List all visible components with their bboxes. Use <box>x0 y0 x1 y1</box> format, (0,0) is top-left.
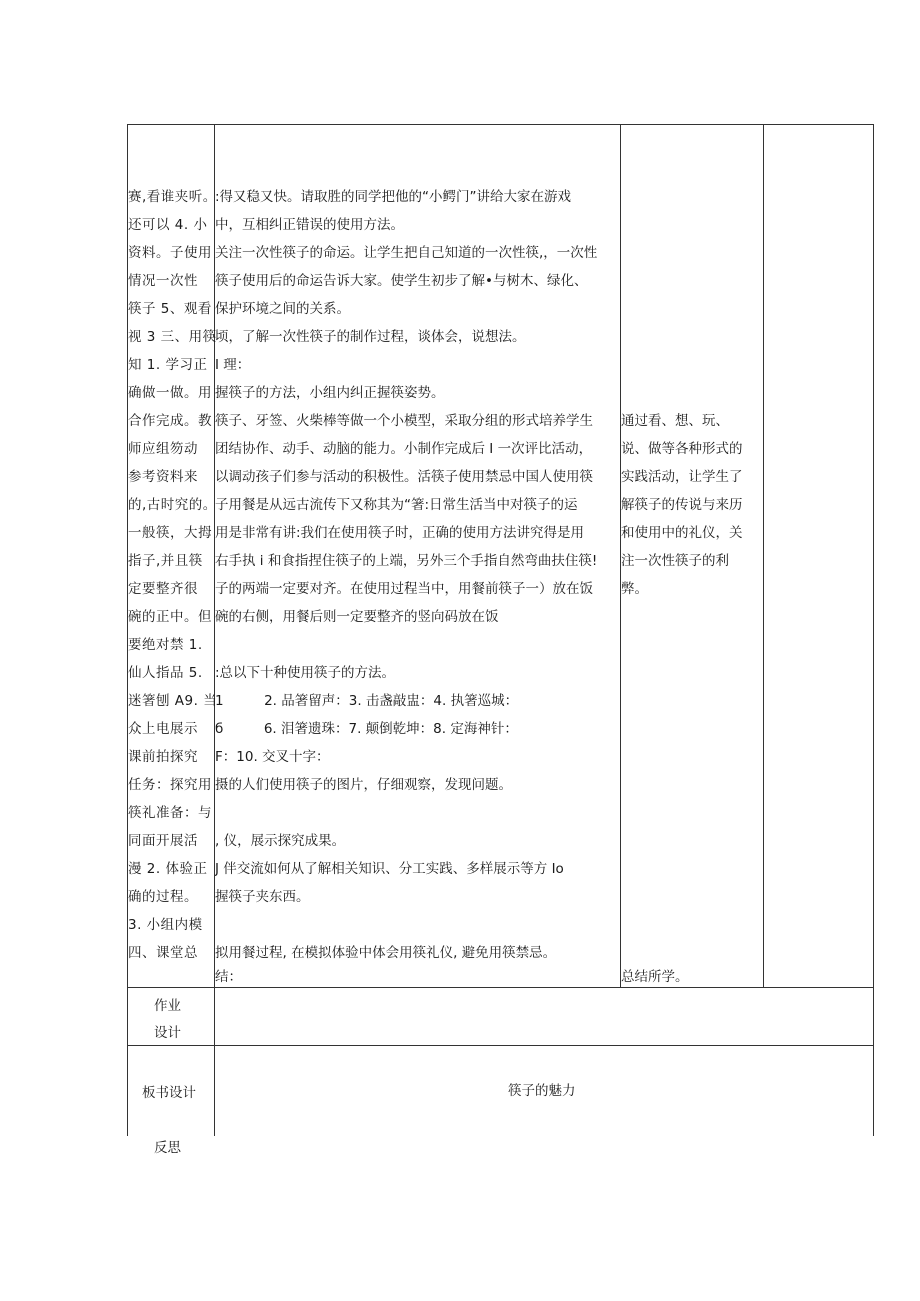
content-line: I 理： <box>215 357 251 373</box>
steps-line: 指子,并且筷 <box>128 553 203 569</box>
steps-line: 课前拍探究 <box>128 749 198 765</box>
steps-line: 还可以 4. 小 <box>128 217 208 233</box>
content-line: , 仪，展示探究成果。 <box>215 833 346 849</box>
homework-label-line2: 设计 <box>154 1025 181 1041</box>
content-line: 摄的人们使用筷子的图片，仔细观察，发现问题。 <box>215 777 512 793</box>
steps-line: 漫 2. 体验正 <box>128 861 208 877</box>
content-line: 碗的右侧，用餐后则一定要整齐的竖向码放在饭 <box>215 609 499 625</box>
steps-line: 赛,看谁夹听。 <box>128 189 217 205</box>
table-top-border <box>127 124 874 125</box>
content-line: 关注一次性筷子的命运。让学生把自己知道的一次性筷,，一次性 <box>215 245 598 261</box>
steps-line: 任务：探究用 <box>128 777 212 793</box>
steps-line: 确做一做。用 <box>128 385 212 401</box>
steps-line: 四、课堂总 <box>128 945 198 961</box>
content-line: :总以下十种使用筷子的方法。 <box>215 665 396 681</box>
steps-line: 同面开展活 <box>128 833 198 849</box>
content-line: 握筷子的方法，小组内纠正握筷姿势。 <box>215 385 445 401</box>
steps-line: 3. 小组内模 <box>128 917 203 933</box>
steps-line: 情况一次性 <box>128 273 198 289</box>
content-line <box>215 632 621 658</box>
steps-line: 一般筷，大拇 <box>128 525 212 541</box>
content-line: 顷，了解一次性筷子的制作过程，谈体会，说想法。 <box>215 329 526 345</box>
steps-line: 要绝对禁 1. <box>128 637 203 653</box>
reflection-label: 反思 <box>154 1140 181 1156</box>
content-line: 以调动孩子们参与活动的积极性。活筷子使用禁忌中国人使用筷 <box>215 469 593 485</box>
intent-line: 实践活动，让学生了 <box>621 469 743 485</box>
steps-line: 筷子 5、观看 <box>128 301 212 317</box>
steps-line: 视 3 三、用筷 <box>128 329 217 345</box>
steps-line: 确的过程。 <box>128 889 198 905</box>
intent-line: 注一次性筷子的利 <box>621 553 729 569</box>
steps-line: 定要整齐很 <box>128 581 198 597</box>
content-line: 用是非常有讲:我们在使用筷子时，正确的使用方法讲究得是用 <box>215 525 585 541</box>
col-divider-3 <box>763 124 764 987</box>
steps-line: 碗的正中。但 <box>128 609 212 625</box>
board-label: 板书设计 <box>142 1085 196 1101</box>
row-divider-board <box>127 1045 874 1046</box>
steps-line: 的,古时究的。 <box>128 497 217 513</box>
homework-label-line1: 作业 <box>154 998 181 1014</box>
intent-line: 弊。 <box>621 581 648 597</box>
table-right-border <box>873 124 874 1136</box>
steps-line: 众上电展示 <box>128 721 198 737</box>
steps-line: 筷礼准备：与 <box>128 805 212 821</box>
content-line: 保护环境之间的关系。 <box>215 301 350 317</box>
steps-line: 师应组笏动 <box>128 441 198 457</box>
steps-line: 迷箸刨 A9. 当 <box>128 693 217 709</box>
intent-line: 解筷子的传说与来历 <box>621 497 743 513</box>
content-line: F：10. 交叉十字： <box>215 749 330 765</box>
steps-line: 知 1. 学习正 <box>128 357 208 373</box>
intent-line: 和使用中的礼仪，关 <box>621 525 743 541</box>
content-line: 团结协作、动手、动脑的能力。小制作完成后 I 一次评比活动， <box>215 441 593 457</box>
steps-line: 仙人指品 5. <box>128 665 203 681</box>
intent-line: 说、做等各种形式的 <box>621 441 743 457</box>
content-line: 右手执 i 和食指捏住筷子的上端，另外三个手指自然弯曲扶住筷! <box>215 553 598 569</box>
content-line: б 6. 泪箸遗珠：7. 颠倒乾坤：8. 定海神针： <box>215 721 518 737</box>
board-content: 筷子的魅力 <box>508 1083 576 1099</box>
content-line: 握筷子夹东西。 <box>215 889 310 905</box>
content-line <box>215 800 621 826</box>
content-line: 1 2. 品箸留声：3. 击盏敲盅：4. 执箸巡城： <box>215 693 519 709</box>
content-line: 拟用餐过程, 在模拟体验中体会用筷礼仪, 避免用筷禁忌。 <box>215 945 557 961</box>
content-line: 中，互相纠正错误的使用方法。 <box>215 217 404 233</box>
content-line: 筷子使用后的命运告诉大家。使学生初步了解•与树木、绿化、 <box>215 273 588 289</box>
content-line: J 伴交流如何从了解相关知识、分工实践、多样展示等方 Io <box>215 861 564 877</box>
intent-line: 总结所学。 <box>621 969 689 985</box>
content-line: :得又稳又快。请取胜的同学把他的“小鳄门”讲给大家在游戏 <box>215 189 572 205</box>
content-line: 子用餐是从远古流传下又称其为“箸:日常生活当中对筷子的运 <box>215 497 578 513</box>
content-line: 筷子、牙签、火柴棒等做一个小模型，采取分组的形式培养学生 <box>215 413 593 429</box>
intent-line: 通过看、想、玩、 <box>621 413 729 429</box>
content-line <box>215 912 621 938</box>
steps-line: 资料。子使用 <box>128 245 212 261</box>
content-line: 子的两端一定要对齐。在使用过程当中，用餐前筷子一）放在饭 <box>215 581 593 597</box>
steps-line: 参考资料来 <box>128 469 198 485</box>
content-line: 结： <box>215 969 242 985</box>
steps-line: 合作完成。教 <box>128 413 212 429</box>
